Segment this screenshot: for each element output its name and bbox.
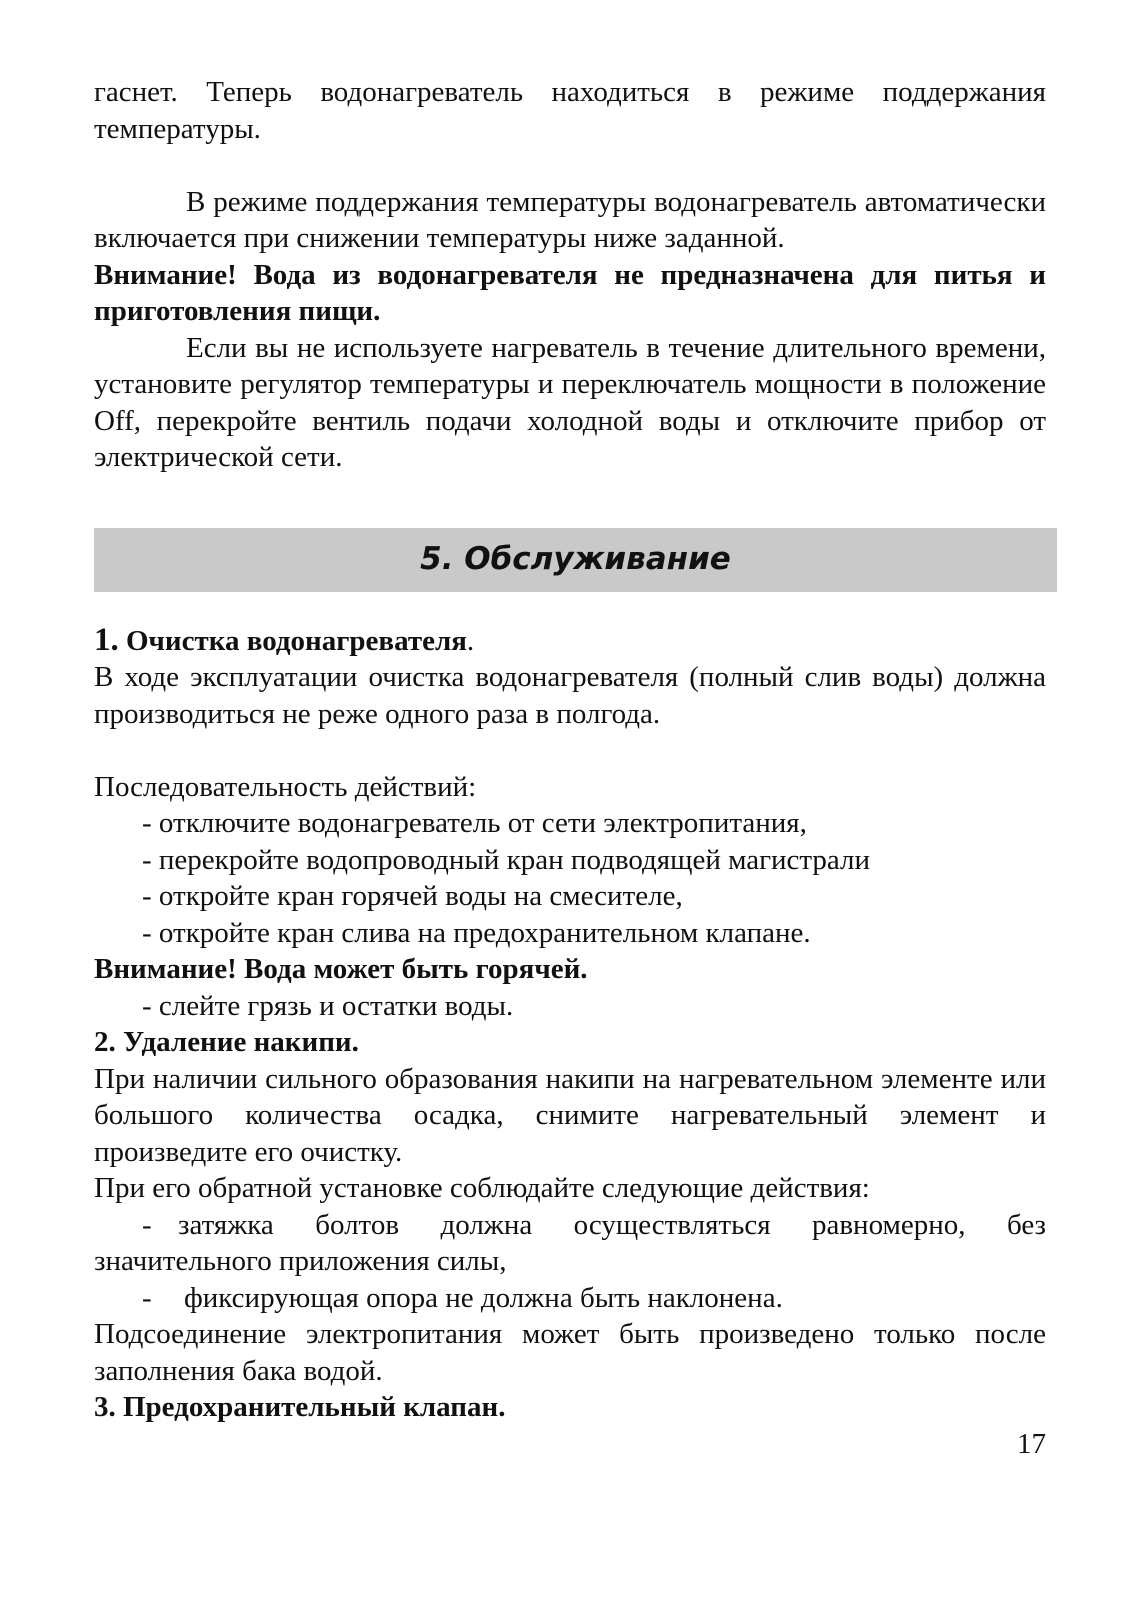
- paragraph-temperature-maintenance: гаснет. Теперь водонагреватель находиться в режиме поддержания температуры.: [94, 76, 1046, 145]
- subsection-1-dot: .: [466, 624, 475, 657]
- section-title: 5. Обслуживание: [420, 541, 731, 578]
- subsection-1-title: [94, 622, 1046, 660]
- list-dash: -: [142, 1208, 152, 1241]
- paragraph-auto-mode: В режиме поддержания температуры водонагреватель автоматически включается при снижении температуры ниже заданной.: [94, 185, 1046, 254]
- subsection-2-text-2: При его обратной установке соблюдайте следующие действия:: [94, 1172, 870, 1204]
- install-item-1-line-2: значительного приложения силы,: [94, 1245, 507, 1277]
- step-item: - отключите водонагреватель от сети электропитания,: [142, 807, 807, 839]
- subsection-3-title: 3. Предохранительный клапан.: [94, 1391, 506, 1423]
- list-dash: -: [142, 1281, 152, 1314]
- install-item-1: [94, 1207, 1046, 1244]
- warning-hot-water: Внимание! Вода может быть горячей.: [94, 953, 588, 985]
- step-item: - откройте кран горячей воды на смесителе,: [142, 880, 683, 912]
- step-item: - перекройте водопроводный кран подводящей магистрали: [142, 843, 871, 876]
- subsection-2-title: 2. Удаление накипи.: [94, 1026, 359, 1058]
- paragraph-long-term-off: Если вы не используете нагреватель в течение длительного времени, установите регулятор температуры и переключатель мощности в положение Off, перекройте вентиль подачи холодной воды и отключите прибор от электрической сети.: [94, 331, 1046, 473]
- subsection-1-number: 1.: [94, 621, 119, 658]
- subsection-2-text-3: Подсоединение электропитания может быть произведено только после заполнения бака водой.: [94, 1318, 1046, 1387]
- page-number: 17: [1017, 1428, 1046, 1460]
- warning-drinking-water: Внимание! Вода из водонагревателя не предназначена для питья и приготовления пищи.: [94, 258, 1046, 327]
- step-item: - слейте грязь и остатки воды.: [142, 989, 514, 1022]
- page-content: [94, 74, 1046, 1426]
- subsection-1-label: Очистка водонагревателя: [118, 624, 467, 657]
- subsection-2-text: При наличии сильного образования накипи на нагревательном элементе или большого количества осадка, снимите нагревательный элемент и произведите его очистку.: [94, 1062, 1046, 1168]
- step-item: - откройте кран слива на предохранительном клапане.: [142, 916, 811, 949]
- install-item-1-line-1: затяжка болтов должна осуществляться равномерно, без: [178, 1208, 1046, 1241]
- install-item-2: [94, 1280, 1046, 1317]
- section-heading-bar: [94, 528, 1057, 592]
- subsection-1-text: В ходе эксплуатации очистка водонагревателя (полный слив воды) должна производиться не реже одного раза в полгода.: [94, 661, 1046, 730]
- install-item-2-text: фиксирующая опора не должна быть наклонена.: [184, 1281, 783, 1314]
- sequence-label: Последовательность действий:: [94, 770, 477, 803]
